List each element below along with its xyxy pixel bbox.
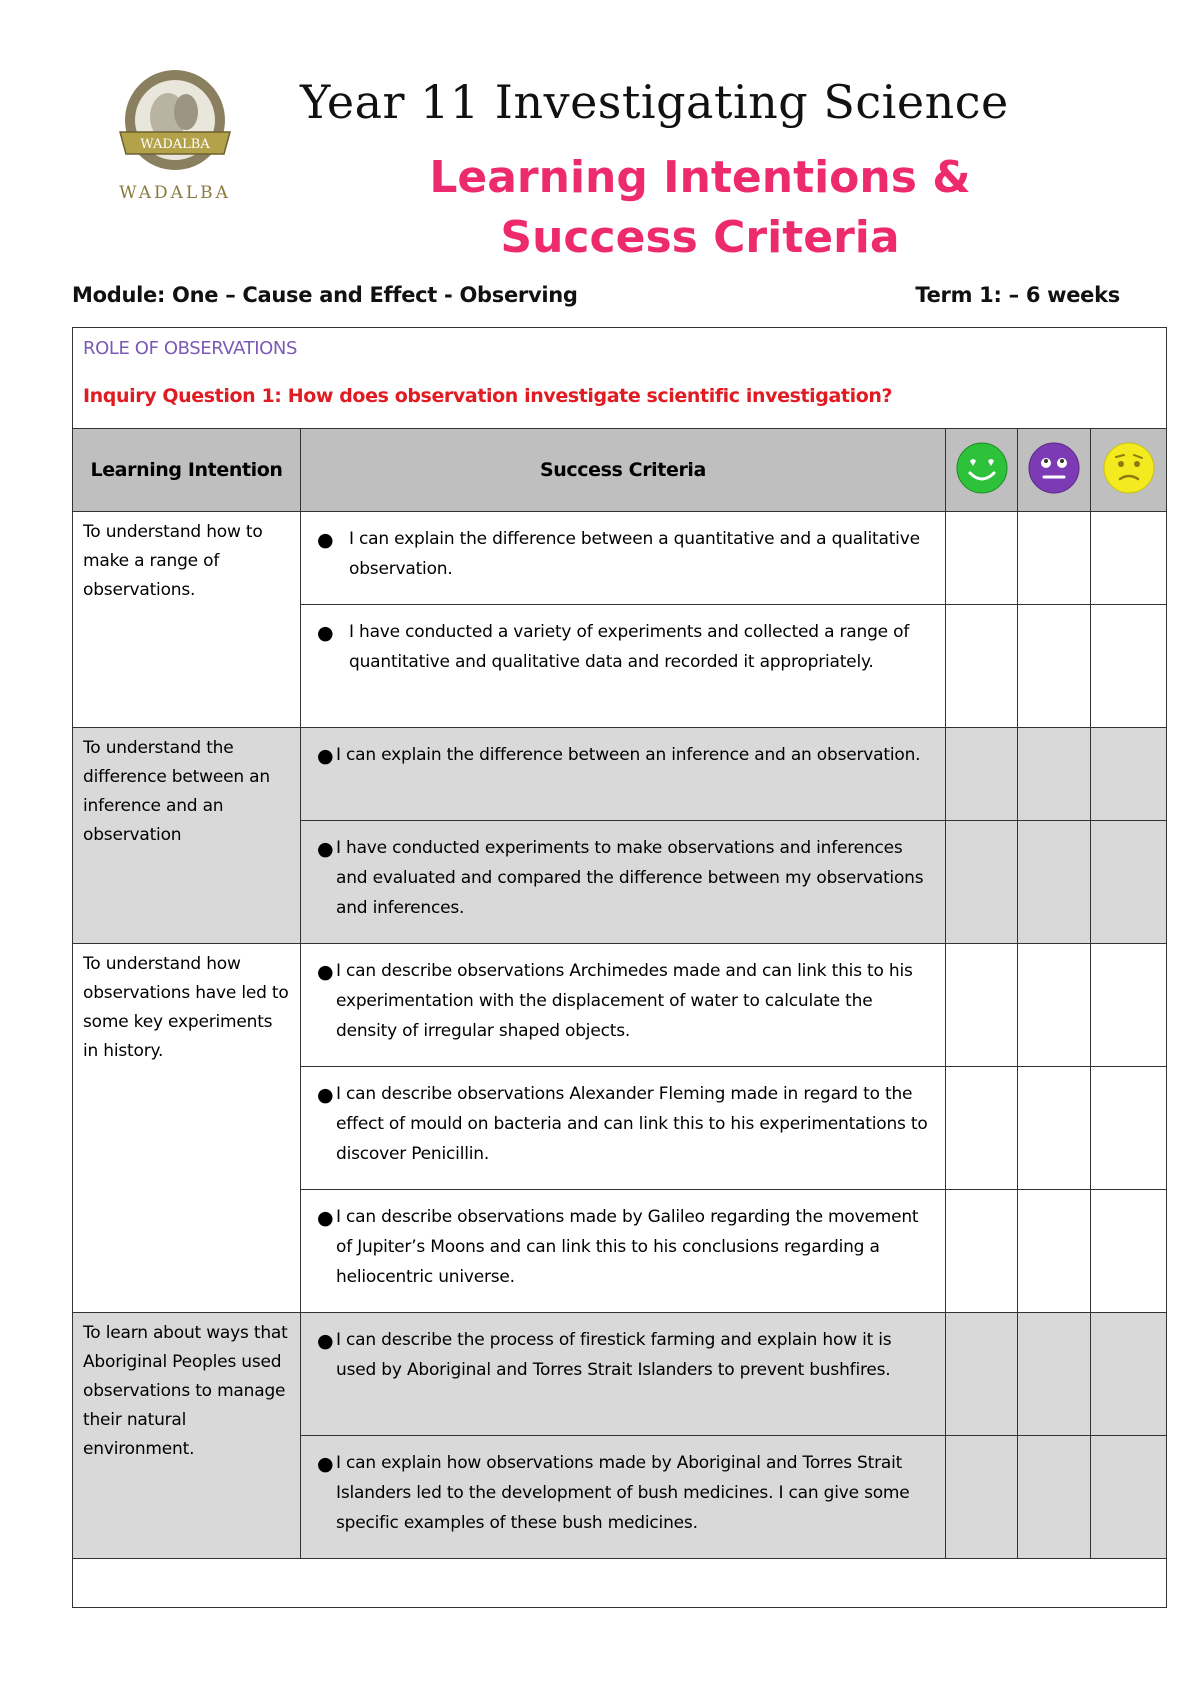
page-title: Year 11 Investigating Science: [300, 75, 1009, 129]
school-logo: [100, 62, 250, 212]
table-row: [73, 728, 1167, 821]
rating-cell-neutral[interactable]: [1018, 1067, 1091, 1190]
happy-face-icon: [955, 441, 1009, 495]
section-header-cell: [73, 328, 1167, 429]
success-criterion: ● I can describe observations made by Galileo regarding the movement of Jupiter’s Moons and can link this to his conclusions regarding a heliocentric universe.: [301, 1190, 946, 1313]
success-criterion: ● I have conducted a variety of experiments and collected a range of quantitative and qualitative data and recorded it appropriately.: [301, 605, 946, 728]
criterion-text: I can explain the difference between a quantitative and a qualitative observation.: [349, 529, 920, 579]
success-criterion: ● I can explain the difference between a quantitative and a qualitative observation.: [301, 512, 946, 605]
rating-cell-confused[interactable]: [1091, 512, 1167, 605]
criterion-text: I can explain the difference between an inference and an observation.: [336, 745, 921, 765]
term-label: Term 1: – 6 weeks: [915, 283, 1120, 307]
col-header-neutral: [1018, 429, 1091, 512]
page-subtitle: [330, 148, 1070, 268]
table-row: [73, 1313, 1167, 1436]
criterion-text: I can explain how observations made by Aboriginal and Torres Strait Islanders led to the development of bush medicines. I can give some specific examples of these bush medicines.: [336, 1453, 910, 1533]
rating-cell-happy[interactable]: [946, 1313, 1018, 1436]
rating-cell-happy[interactable]: [946, 944, 1018, 1067]
rating-cell-neutral[interactable]: [1018, 1190, 1091, 1313]
criterion-text: I have conducted experiments to make observations and inferences and evaluated and compared the difference between my observations and inferences.: [336, 838, 924, 918]
rating-cell-neutral[interactable]: [1018, 728, 1091, 821]
rating-cell-happy[interactable]: [946, 1190, 1018, 1313]
rating-cell-neutral[interactable]: [1018, 512, 1091, 605]
rating-cell-neutral[interactable]: [1018, 944, 1091, 1067]
criterion-text: I can describe observations Archimedes made and can link this to his experimentation with the displacement of water to calculate the density of irregular shaped objects.: [336, 961, 913, 1041]
criterion-text: I can describe observations made by Galileo regarding the movement of Jupiter’s Moons and can link this to his conclusions regarding a heliocentric universe.: [336, 1207, 919, 1287]
criterion-text: I can describe the process of firestick farming and explain how it is used by Aboriginal and Torres Strait Islanders to prevent bushfires.: [336, 1330, 892, 1380]
rating-cell-confused[interactable]: [1091, 1313, 1167, 1436]
rating-cell-neutral[interactable]: [1018, 821, 1091, 944]
rating-cell-happy[interactable]: [946, 821, 1018, 944]
rating-cell-confused[interactable]: [1091, 1190, 1167, 1313]
module-label: Module: One – Cause and Effect - Observing: [72, 283, 578, 307]
table-row: [73, 944, 1167, 1067]
neutral-face-icon: [1027, 441, 1081, 495]
rating-cell-neutral[interactable]: [1018, 1313, 1091, 1436]
rating-cell-happy[interactable]: [946, 1067, 1018, 1190]
rating-cell-neutral[interactable]: [1018, 1436, 1091, 1559]
criterion-text: I can describe observations Alexander Fleming made in regard to the effect of mould on bacteria and can link this to his experimentations to discover Penicillin.: [336, 1084, 928, 1164]
success-criterion: ● I have conducted experiments to make observations and inferences and evaluated and compared the difference between my observations and inferences.: [301, 821, 946, 944]
learning-intention-4: To learn about ways that Aboriginal Peoples used observations to manage their natural environment.: [73, 1313, 301, 1559]
rating-cell-happy[interactable]: [946, 512, 1018, 605]
learning-intention-2: To understand the difference between an inference and an observation: [73, 728, 301, 944]
rating-cell-confused[interactable]: [1091, 821, 1167, 944]
rating-cell-confused[interactable]: [1091, 944, 1167, 1067]
rating-cell-confused[interactable]: [1091, 605, 1167, 728]
rating-cell-happy[interactable]: [946, 1436, 1018, 1559]
success-criterion: ● I can explain how observations made by Aboriginal and Torres Strait Islanders led to the development of bush medicines. I can give some specific examples of these bush medicines.: [301, 1436, 946, 1559]
logo-banner-text: WADALBA: [140, 137, 210, 152]
learning-intention-1: To understand how to make a range of observations.: [73, 512, 301, 728]
rating-cell-confused[interactable]: [1091, 1436, 1167, 1559]
table-row: [73, 512, 1167, 605]
inquiry-question: Inquiry Question 1: How does observation investigate scientific investigation?: [83, 385, 893, 407]
col-header-success-criteria: Success Criteria: [301, 429, 946, 512]
rating-cell-confused[interactable]: [1091, 728, 1167, 821]
col-header-happy: [946, 429, 1018, 512]
success-criterion: ● I can describe observations Alexander Fleming made in regard to the effect of mould on bacteria and can link this to his experimentations to discover Penicillin.: [301, 1067, 946, 1190]
rating-cell-happy[interactable]: [946, 605, 1018, 728]
col-header-confused: [1091, 429, 1167, 512]
learning-intention-3: To understand how observations have led to some key experiments in history.: [73, 944, 301, 1313]
logo-caption: WADALBA: [119, 183, 231, 203]
col-header-learning-intention: Learning Intention: [73, 429, 301, 512]
blank-footer-row: [73, 1559, 1167, 1608]
subtitle-line-1: Learning Intentions &: [429, 152, 971, 203]
success-criterion: ● I can describe the process of firestick farming and explain how it is used by Aboriginal and Torres Strait Islanders to prevent bushfires.: [301, 1313, 946, 1436]
rating-cell-neutral[interactable]: [1018, 605, 1091, 728]
rating-cell-happy[interactable]: [946, 728, 1018, 821]
success-criterion: ● I can explain the difference between an inference and an observation.: [301, 728, 946, 821]
learning-table: [72, 327, 1167, 1608]
confused-face-icon: [1102, 441, 1156, 495]
success-criterion: ● I can describe observations Archimedes made and can link this to his experimentation with the displacement of water to calculate the density of irregular shaped objects.: [301, 944, 946, 1067]
section-title: ROLE OF OBSERVATIONS: [83, 338, 298, 359]
subtitle-line-2: Success Criteria: [500, 212, 900, 263]
rating-cell-confused[interactable]: [1091, 1067, 1167, 1190]
criterion-text: I have conducted a variety of experiments and collected a range of quantitative and qualitative data and recorded it appropriately.: [349, 622, 910, 672]
